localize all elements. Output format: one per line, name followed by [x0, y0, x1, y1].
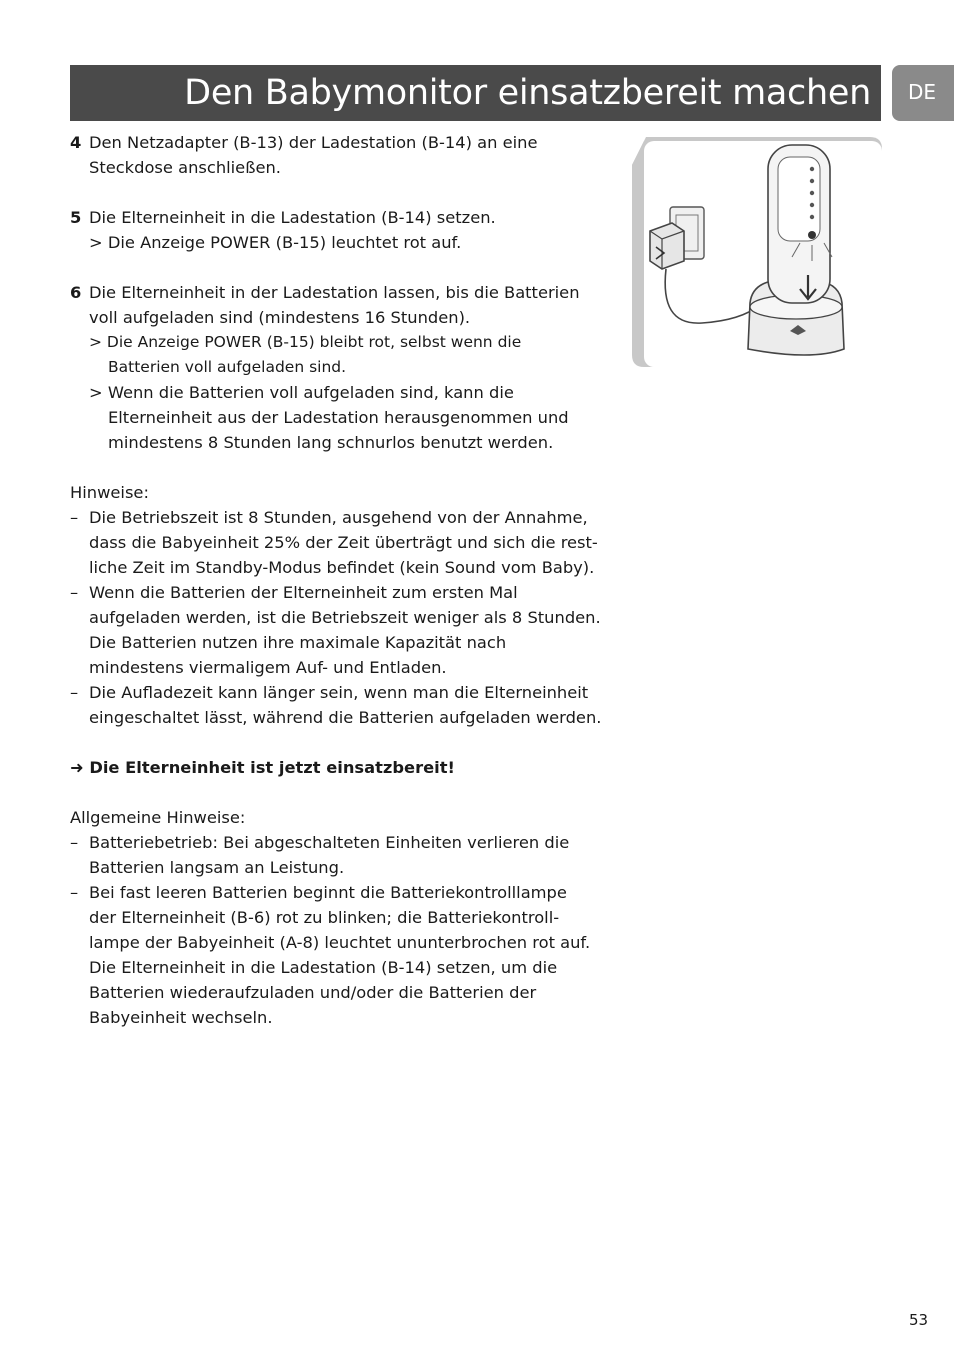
page-title: Den Babymonitor einsatzbereit machen: [184, 73, 871, 113]
note-text: dass die Babyeinheit 25% der Zeit überträgt und sich die rest-: [89, 533, 598, 552]
dash-bullet: –: [70, 833, 79, 852]
step-6: [70, 280, 615, 455]
note-text: eingeschaltet lässt, während die Batterien aufgeladen werden.: [89, 708, 602, 727]
step-number: 5: [70, 208, 82, 227]
step-text: Die Elterneinheit in die Ladestation (B-14) setzen.: [89, 208, 496, 227]
title-bar: [70, 65, 881, 121]
language-tab: [892, 65, 954, 121]
instructions: [70, 130, 615, 1030]
dash-bullet: –: [70, 683, 79, 702]
note-text: Die Aufladezeit kann länger sein, wenn man die Elterneinheit: [89, 683, 589, 702]
note-text: Bei fast leeren Batterien beginnt die Batteriekontrolllampe: [89, 883, 567, 902]
note-text: mindestens viermaligem Auf- und Entladen.: [89, 658, 447, 677]
step-text: Den Netzadapter (B-13) der Ladestation (B-14) an eine: [89, 133, 538, 152]
step-result: > Die Anzeige POWER (B-15) bleibt rot, selbst wenn die: [89, 333, 522, 351]
step-result: mindestens 8 Stunden lang schnurlos benutzt werden.: [108, 433, 554, 452]
language-tab-label: DE: [908, 80, 937, 104]
note-text: Die Elterneinheit in die Ladestation (B-14) setzen, um die: [89, 958, 558, 977]
step-result: Elterneinheit aus der Ladestation herausgenommen und: [108, 408, 569, 427]
note-text: Die Batterien nutzen ihre maximale Kapazität nach: [89, 633, 507, 652]
general-notes-section: [70, 805, 615, 1030]
charger-drawing: [632, 135, 882, 367]
step-result: Batterien voll aufgeladen sind.: [108, 358, 347, 376]
note-text: Batteriebetrieb: Bei abgeschalteten Einheiten verlieren die: [89, 833, 570, 852]
step-4: [70, 130, 615, 180]
arrow-icon: ➜: [70, 758, 84, 777]
note-text: Die Betriebszeit ist 8 Stunden, ausgehend von der Annahme,: [89, 508, 588, 527]
result-text: Die Elterneinheit ist jetzt einsatzbereit!: [89, 758, 455, 777]
note-text: liche Zeit im Standby-Modus befindet (kein Sound vom Baby).: [89, 558, 595, 577]
step-text: Die Elterneinheit in der Ladestation lassen, bis die Batterien: [89, 283, 580, 302]
notes-heading: Hinweise:: [70, 483, 149, 502]
note-text: Babyeinheit wechseln.: [89, 1008, 273, 1027]
step-number: 4: [70, 133, 82, 152]
dash-bullet: –: [70, 883, 79, 902]
notes-section: [70, 480, 615, 730]
note-text: Batterien wiederaufzuladen und/oder die Batterien der: [89, 983, 537, 1002]
result-line: [70, 755, 615, 780]
general-notes-heading: Allgemeine Hinweise:: [70, 808, 246, 827]
note-text: Batterien langsam an Leistung.: [89, 858, 345, 877]
step-result: > Wenn die Batterien voll aufgeladen sind, kann die: [89, 383, 514, 402]
page-number: 53: [909, 1311, 929, 1329]
note-text: der Elterneinheit (B-6) rot zu blinken; die Batteriekontroll-: [89, 908, 560, 927]
dash-bullet: –: [70, 508, 79, 527]
note-text: aufgeladen werden, ist die Betriebszeit weniger als 8 Stunden.: [89, 608, 601, 627]
charging-illustration: [632, 135, 882, 367]
step-text: Steckdose anschließen.: [89, 158, 281, 177]
step-number: 6: [70, 283, 82, 302]
step-text: voll aufgeladen sind (mindestens 16 Stunden).: [89, 308, 471, 327]
note-text: lampe der Babyeinheit (A-8) leuchtet ununterbrochen rot auf.: [89, 933, 591, 952]
note-text: Wenn die Batterien der Elterneinheit zum ersten Mal: [89, 583, 518, 602]
step-result: > Die Anzeige POWER (B-15) leuchtet rot auf.: [89, 233, 462, 252]
dash-bullet: –: [70, 583, 79, 602]
step-5: [70, 205, 615, 255]
